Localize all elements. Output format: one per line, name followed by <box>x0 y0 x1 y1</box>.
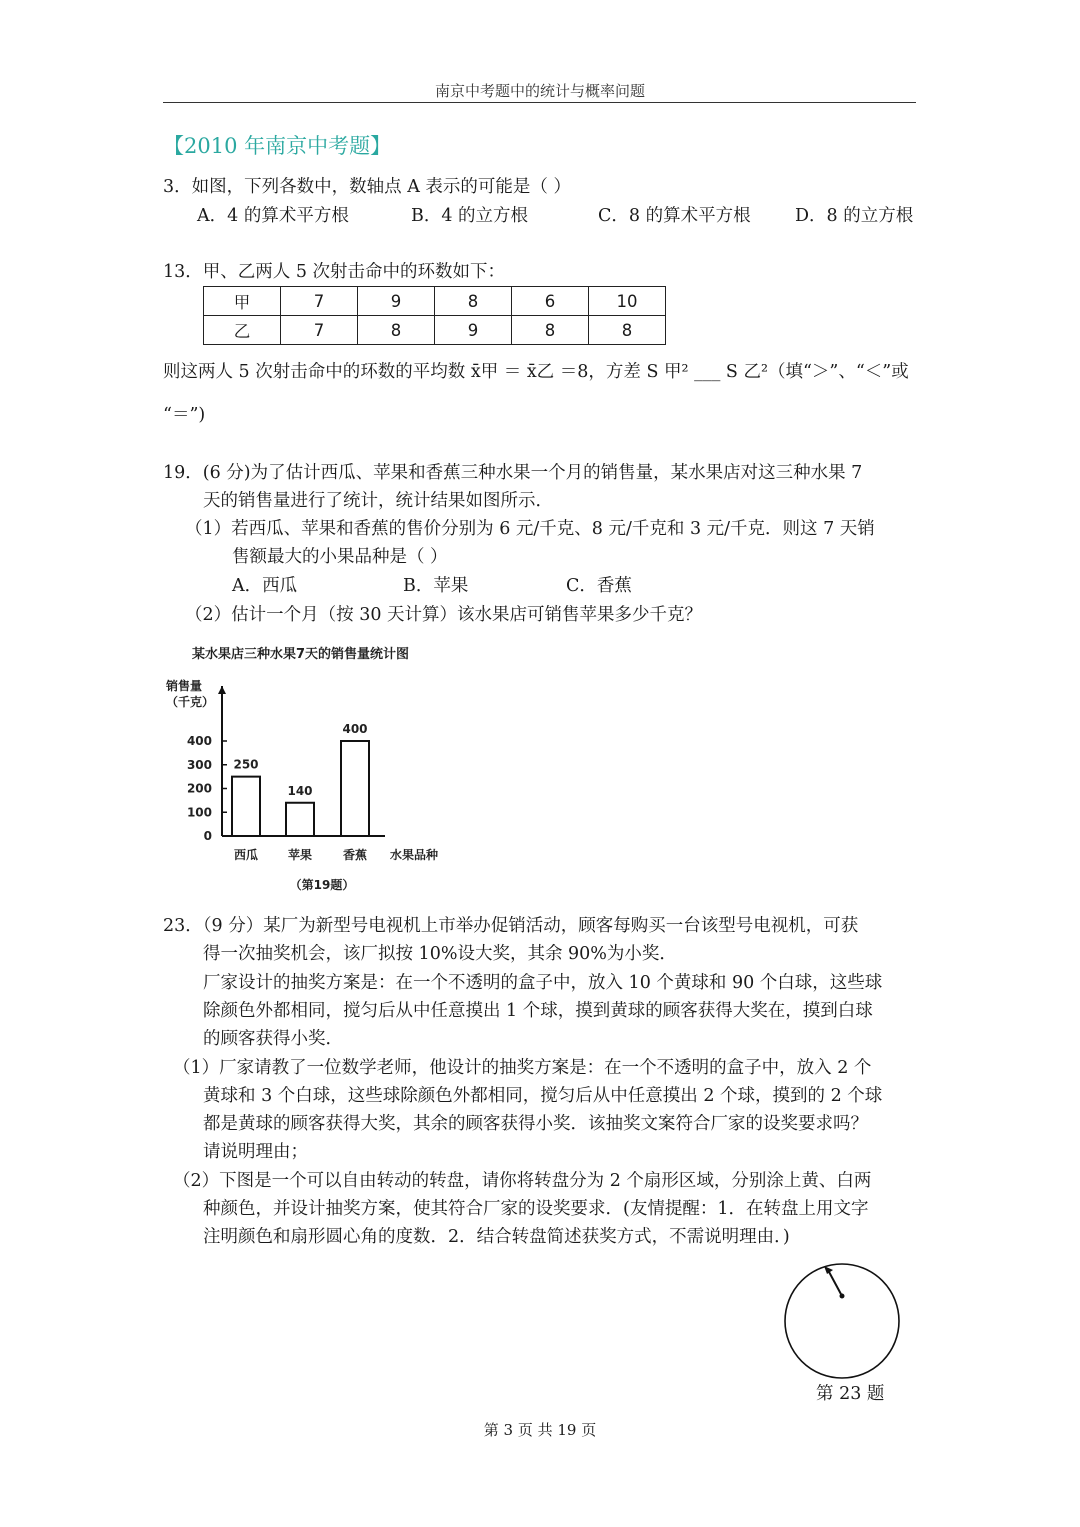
q23-line: 请说明理由； <box>203 1142 308 1162</box>
figure-caption: 第 23 题 <box>816 1384 885 1404</box>
spinner-wheel-figure <box>778 1256 908 1386</box>
table-cell: 8 <box>358 316 435 345</box>
q3-option-d: D．8 的立方根 <box>795 206 914 226</box>
q13-line1: 则这两人 5 次射击命中的环数的平均数 x̄甲 ＝ x̄乙 ＝8，方差 S 甲² ___ S 乙²（填“＞”、“＜”或 <box>163 362 909 382</box>
y-axis-unit: （千克） <box>166 695 215 709</box>
q19-option-c: C．香蕉 <box>566 576 632 596</box>
table-row <box>204 287 666 316</box>
q23-line: 23．（9 分）某厂为新型号电视机上市举办促销活动，顾客每购买一台该型号电视机，可获 <box>163 916 859 936</box>
bars <box>232 722 369 862</box>
q19-line2: 天的销售量进行了统计，统计结果如图所示． <box>203 491 553 511</box>
header-rule <box>163 102 916 103</box>
q23-line: 注明颜色和扇形圆心角的度数．2．结合转盘简述获奖方式，不需说明理由．) <box>203 1227 790 1247</box>
q3-option-c: C．8 的算术平方根 <box>598 206 751 226</box>
table-cell: 7 <box>281 287 358 316</box>
q19-p2: （2）估计一个月（按 30 天计算）该水果店可销售苹果多少千克？ <box>185 605 703 625</box>
y-ticks <box>187 734 227 843</box>
table-cell: 7 <box>281 316 358 345</box>
q23-line: （1）厂家请教了一位数学老师，他设计的抽奖方案是：在一个不透明的盒子中，放入 2 个 <box>173 1058 872 1078</box>
pointer-arrowhead <box>824 1266 833 1274</box>
q3-option-b: B．4 的立方根 <box>411 206 529 226</box>
table-cell: 10 <box>589 287 666 316</box>
q19-option-a: A．西瓜 <box>232 576 298 596</box>
table-cell: 8 <box>435 287 512 316</box>
x-tick-label: 西瓜 <box>233 848 259 862</box>
q23-line: 都是黄球的顾客获得大奖，其余的顾客获得小奖．该抽奖文案符合厂家的设奖要求吗？ <box>203 1114 868 1134</box>
chart-title: 某水果店三种水果7天的销售量统计图 <box>192 647 410 662</box>
q23-line: 种颜色，并设计抽奖方案，使其符合厂家的设奖要求．(友情提醒：1．在转盘上用文字 <box>203 1199 869 1219</box>
bar <box>286 803 314 836</box>
y-tick-label: 300 <box>186 757 212 772</box>
q23-line: 厂家设计的抽奖方案是：在一个不透明的盒子中，放入 10 个黄球和 90 个白球，这些球 <box>203 973 883 993</box>
section-title: 【2010 年南京中考题】 <box>163 134 392 158</box>
q23-line: 得一次抽奖机会，该厂拟按 10%设大奖，其余 90%为小奖． <box>203 944 677 964</box>
q19-p1-line2: 售额最大的小果品种是（ ） <box>232 547 448 567</box>
table-cell: 乙 <box>204 316 281 345</box>
q3-stem: 3．如图，下列各数中，数轴点 A 表示的可能是（ ） <box>163 177 571 197</box>
y-tick-label: 400 <box>186 734 212 748</box>
table-cell: 6 <box>512 287 589 316</box>
y-axis-arrow <box>218 686 226 694</box>
q19-p1-line1: （1）若西瓜、苹果和香蕉的售价分别为 6 元/千克、8 元/千克和 3 元/千克．则这 7 天销 <box>185 519 875 539</box>
sales-bar-chart <box>166 640 470 900</box>
q23-line: 黄球和 3 个白球，这些球除颜色外都相同，搅匀后从中任意摸出 2 个球，摸到的 2 个球 <box>203 1086 883 1106</box>
bar-value-label: 250 <box>233 757 259 772</box>
q23-line: 除颜色外都相同，搅匀后从中任意摸出 1 个球，摸到黄球的顾客获得大奖在，摸到白球 <box>203 1001 873 1021</box>
y-tick-label: 100 <box>186 805 212 820</box>
q13-line2: “＝”) <box>163 405 206 425</box>
table-cell: 9 <box>358 287 435 316</box>
table-cell: 9 <box>435 316 512 345</box>
page-header: 南京中考题中的统计与概率问题 <box>434 82 645 100</box>
q19-option-b: B．苹果 <box>403 576 469 596</box>
bar <box>232 777 260 836</box>
q23-line: （2）下图是一个可以自由转动的转盘，请你将转盘分为 2 个扇形区域，分别涂上黄、白两 <box>173 1171 872 1191</box>
page-footer: 第 3 页 共 19 页 <box>483 1421 597 1439</box>
x-tick-label: 香蕉 <box>342 848 368 862</box>
bar-value-label: 140 <box>287 783 313 798</box>
table-cell: 8 <box>589 316 666 345</box>
spinner-pointer <box>828 1270 842 1296</box>
table-cell: 8 <box>512 316 589 345</box>
y-axis-label: 销售量 <box>166 679 203 693</box>
y-tick-label: 0 <box>203 829 212 843</box>
q3-option-a: A．4 的算术平方根 <box>197 206 349 226</box>
x-axis-label: 水果品种 <box>390 848 439 862</box>
chart-caption: （第19题） <box>289 878 355 892</box>
y-tick-label: 200 <box>186 781 212 796</box>
table-row <box>204 316 666 345</box>
q23-line: 的顾客获得小奖． <box>203 1029 343 1049</box>
table-cell: 甲 <box>204 287 281 316</box>
spinner-center-dot <box>840 1294 845 1299</box>
bar-value-label: 400 <box>342 722 368 736</box>
q13-stem: 13．甲、乙两人 5 次射击命中的环数如下： <box>163 262 506 282</box>
q19-line1: 19．(6 分)为了估计西瓜、苹果和香蕉三种水果一个月的销售量，某水果店对这三种水果 7 <box>163 463 863 483</box>
score-table <box>203 286 666 345</box>
bar <box>341 741 369 836</box>
spinner-circle <box>785 1264 899 1378</box>
x-tick-label: 苹果 <box>287 848 313 862</box>
